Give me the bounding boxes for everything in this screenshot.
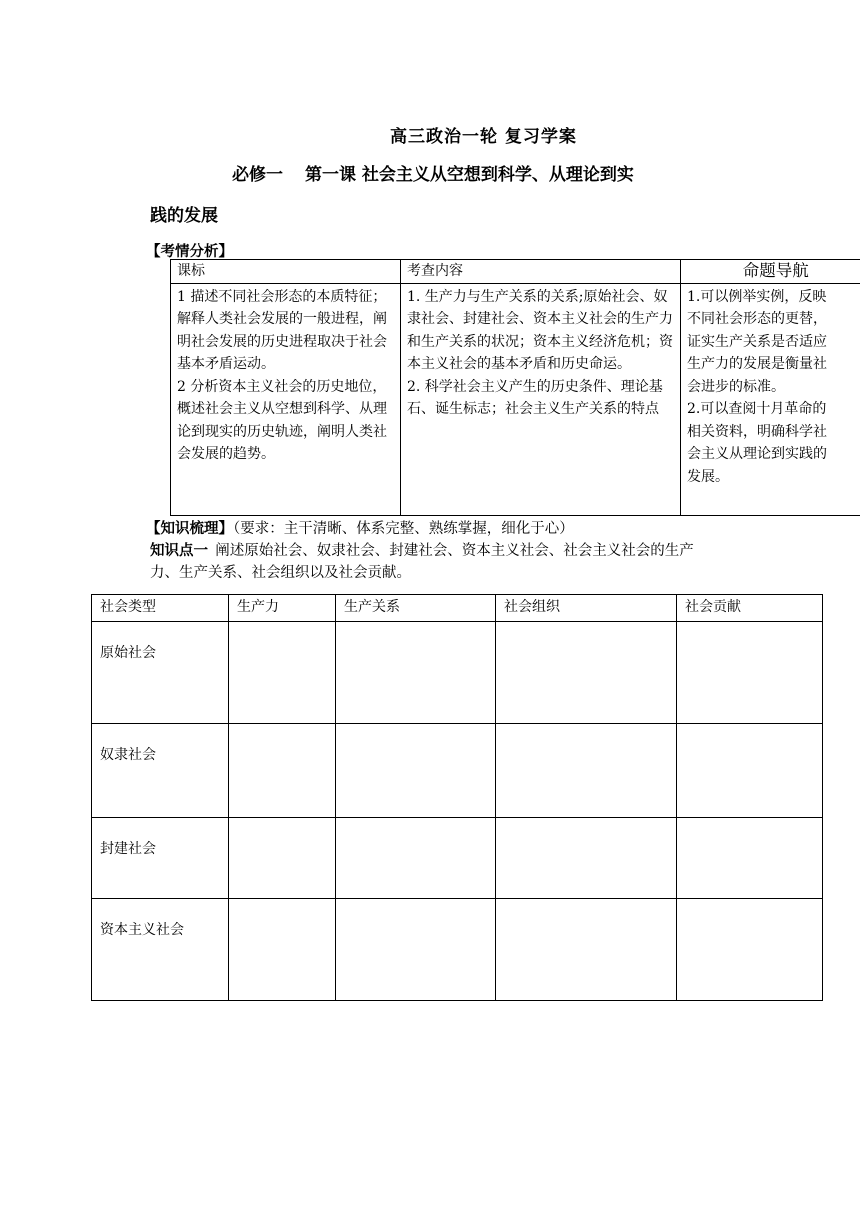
guide-line: 不同社会形态的更替，: [687, 311, 827, 327]
answer-cell[interactable]: [229, 622, 336, 724]
answer-cell[interactable]: [496, 818, 677, 899]
table-header-row: [92, 595, 823, 622]
answer-cell[interactable]: [336, 622, 496, 724]
answer-cell[interactable]: [496, 899, 677, 1001]
society-name: 奴隶社会: [92, 724, 229, 818]
table-row: [92, 724, 823, 818]
section-exam-analysis: 【考情分析】: [146, 244, 233, 260]
header-society-type: 社会类型: [92, 595, 229, 622]
guide-line: 会进步的标准。: [687, 378, 785, 395]
answer-cell[interactable]: [677, 622, 823, 724]
table-row: [92, 818, 823, 899]
section-knowledge-requirement: （要求：主干清晰、体系完整、熟练掌握，细化于心）: [233, 521, 574, 537]
answer-cell[interactable]: [336, 724, 496, 818]
knowledge-point-text: 阐述原始社会、奴隶社会、封建社会、资本主义社会、社会主义社会的生产力、生产关系、社会组织以及社会贡献。: [150, 543, 694, 581]
content-cell: [401, 283, 681, 515]
society-name: 资本主义社会: [92, 899, 229, 1001]
table-row: [171, 283, 860, 515]
header-curriculum: 课标: [171, 260, 401, 284]
header-organization: 社会组织: [496, 595, 677, 622]
header-content: 考查内容: [401, 260, 681, 284]
answer-cell[interactable]: [496, 724, 677, 818]
answer-cell[interactable]: [229, 899, 336, 1001]
answer-cell[interactable]: [677, 818, 823, 899]
curriculum-cell: [171, 283, 401, 515]
answer-cell[interactable]: [496, 622, 677, 724]
answer-cell[interactable]: [229, 818, 336, 899]
header-guide: 命题导航: [681, 260, 860, 284]
content-item: 1. 生产力与生产关系的关系;原始社会、奴隶社会、封建社会、资本主义社会的生产力和生产关系的状况；资本主义经济危机；资本主义社会的基本矛盾和历史命运。: [407, 288, 673, 372]
curriculum-item: 2 分析资本主义社会的历史地位，概述社会主义从空想到科学、从理论到现实的历史轨迹，阐明人类社会发展的趋势。: [177, 378, 387, 462]
exam-analysis-table: [170, 259, 860, 516]
curriculum-item: 1 描述不同社会形态的本质特征；解释人类社会发展的一般进程，阐明社会发展的历史进程取决于社会基本矛盾运动。: [177, 288, 387, 372]
lesson-name: 第一课 社会主义从空想到科学、从理论到实: [305, 165, 634, 185]
guide-line: 生产力的发展是衡量社: [687, 356, 827, 372]
society-name: 原始社会: [92, 622, 229, 724]
knowledge-point: [150, 540, 720, 584]
section-knowledge-label: 【知识梳理】: [146, 521, 233, 537]
answer-cell[interactable]: [229, 724, 336, 818]
table-row: [92, 899, 823, 1001]
page-title: 高三政治一轮 复习学案: [390, 127, 577, 147]
header-contribution: 社会贡献: [677, 595, 823, 622]
society-name: 封建社会: [92, 818, 229, 899]
header-relations: 生产关系: [336, 595, 496, 622]
knowledge-point-label: 知识点一: [150, 543, 208, 559]
lesson-title-continued: 践的发展: [150, 206, 218, 226]
header-productivity: 生产力: [229, 595, 336, 622]
society-table: [91, 594, 823, 1001]
answer-cell[interactable]: [677, 899, 823, 1001]
lesson-module: 必修一: [232, 165, 283, 185]
table-header-row: [171, 260, 860, 284]
guide-line: 2.可以查阅十月革命的: [687, 401, 827, 417]
lesson-title: [232, 160, 634, 185]
answer-cell[interactable]: [336, 818, 496, 899]
section-knowledge: [146, 517, 574, 538]
guide-line: 证实生产关系是否适应: [687, 333, 827, 350]
guide-line: 1.可以例举实例，反映: [687, 288, 827, 305]
answer-cell[interactable]: [336, 899, 496, 1001]
content-item: 2. 科学社会主义产生的历史条件、理论基石、诞生标志；社会主义生产关系的特点: [407, 378, 663, 417]
table-row: [92, 622, 823, 724]
guide-cell: [681, 283, 860, 515]
guide-line: 会主义从理论到实践的: [687, 446, 827, 462]
guide-line: 相关资料，明确科学社: [687, 423, 827, 440]
guide-line: 发展。: [687, 468, 729, 485]
answer-cell[interactable]: [677, 724, 823, 818]
